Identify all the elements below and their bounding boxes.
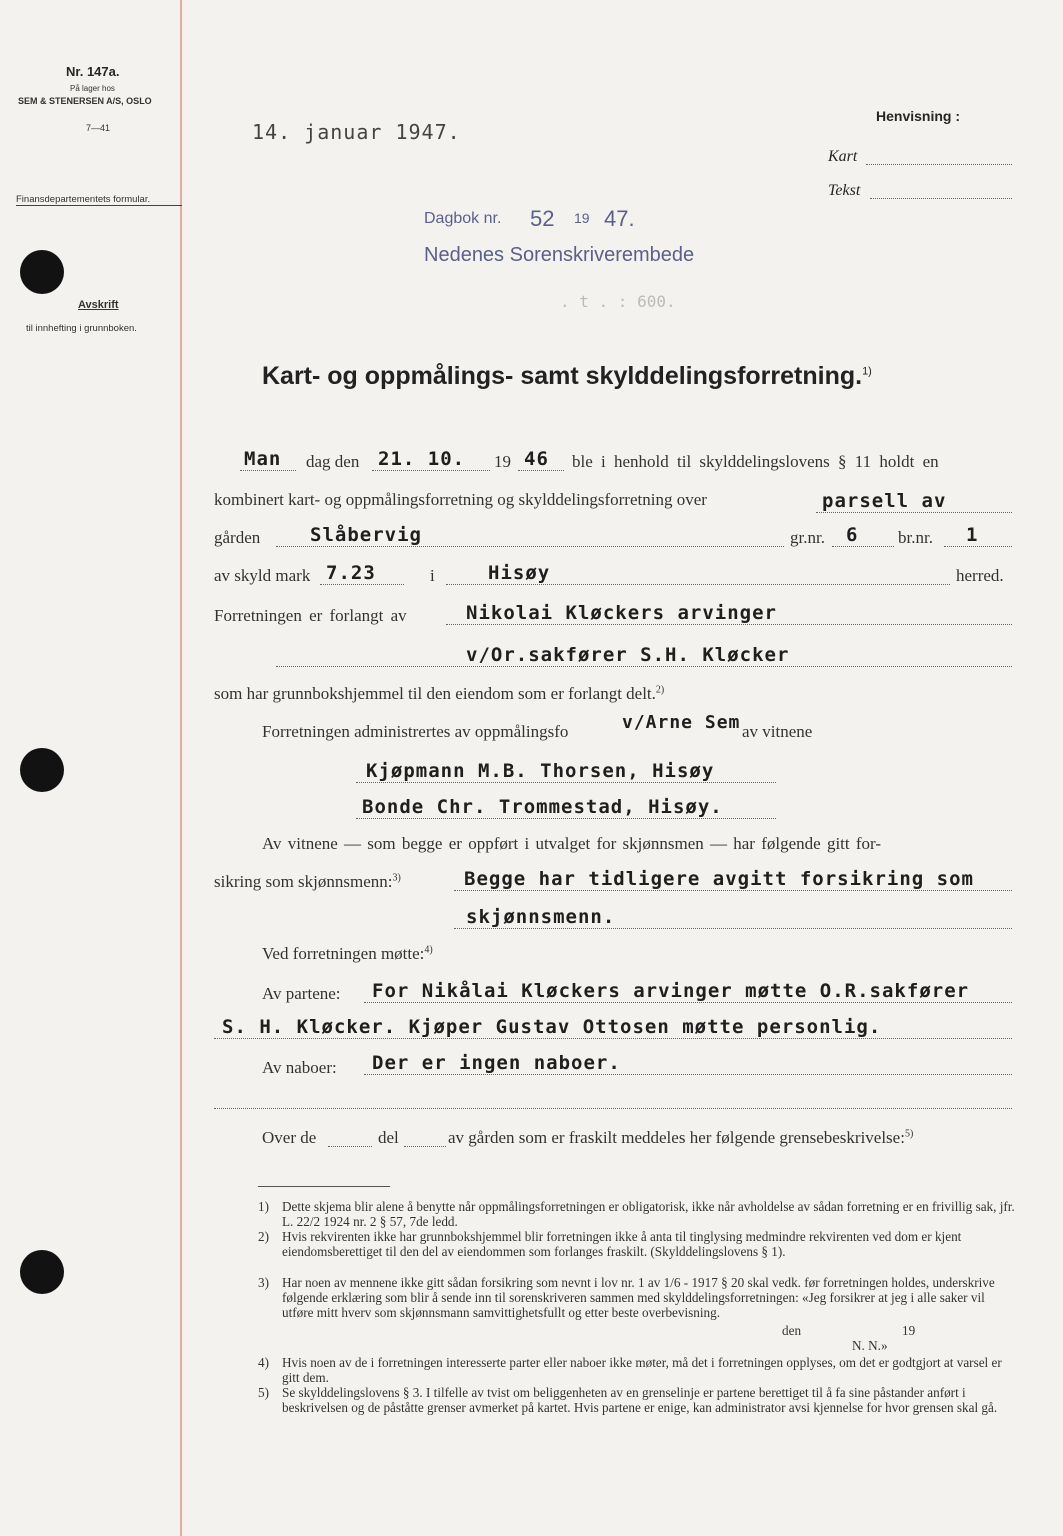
reference-map-label: Kart: [828, 148, 858, 165]
requested-by-fill: Nikolai Kløckers arvinger: [466, 602, 777, 624]
journal-label: Dagbok nr.: [424, 210, 502, 227]
body-line-2: kombinert kart- og oppmålingsforretning og skylddelingsforretning over: [214, 490, 707, 509]
assurance-footnote-ref: 3): [392, 872, 401, 884]
copy-title: Avskrift: [78, 299, 119, 311]
title-text: Kart- og oppmålings- samt skylddelingsforretning.: [262, 362, 863, 390]
requested-line-2: [276, 666, 1012, 667]
reference-map-line: [866, 164, 1012, 165]
form-edition: 7—41: [86, 123, 111, 133]
boundary-footnote-ref: 5): [904, 1128, 914, 1140]
footnote-text: Hvis noen av de i forretningen interesserte parter eller naboer ikke møter, må det i forretningen opplyses, om det er godtgjort at varsel er gitt dem.: [282, 1355, 1002, 1386]
del-line: [404, 1146, 446, 1147]
dag-den-label: dag den: [306, 452, 360, 471]
date-line: [372, 470, 490, 471]
year-fill: 46: [524, 448, 549, 470]
herred-label: herred.: [956, 566, 1004, 585]
over-de-line: [328, 1146, 372, 1147]
publisher-name: SEM & STENERSEN A/S, OSLO: [18, 96, 152, 106]
del-label: del: [378, 1128, 399, 1147]
footnote-3-year-prefix: 19: [902, 1323, 916, 1338]
farm-name-fill: Slåbervig: [310, 524, 422, 546]
assurance-text: sikring som skjønnsmenn:: [214, 872, 393, 891]
witness-1-line: [356, 782, 776, 783]
court-office-stamp: Nedenes Sorenskriverembede: [424, 244, 695, 266]
footnote-text: Hvis rekvirenten ikke har grunnbokshjemmel blir forretningen ikke å anta til tinglysing medmindre rekvirenten ved dom er kjent eiendomsberettiget til den del av eiendommen som forlanges fraskilt. (Skylddelingslovens § 1).: [282, 1229, 962, 1260]
footnote-text: Se skylddelingslovens § 3. I tilfelle av tvist om beliggenheten av en grenselinje er partene berettiget til å fa sine påstander anført i beskrivelsen og de påståtte grenser avmerket på kartet. Hvis partene er enige, kan administrator avsi kjennelse for hvor grensen skal gå.: [282, 1385, 998, 1416]
grunnbok-text: som har grunnbokshjemmel til den eiendom som er forlangt delt.: [214, 684, 656, 703]
weekday-fill: Man: [244, 448, 282, 470]
over-de-label: Over de: [262, 1128, 317, 1147]
assurance-line-1: [454, 890, 1012, 891]
parties-line-2: [214, 1038, 1012, 1039]
footnote-number: 3): [258, 1275, 269, 1290]
witnesses-text: Av vitnene — som begge er oppført i utvalget for skjønnsmen — har følgende gitt for-: [262, 834, 882, 853]
requested-label: Forretningen er forlangt av: [214, 606, 407, 625]
brnr-fill: 1: [966, 524, 979, 546]
neighbours-line: [364, 1074, 1012, 1075]
grunnbok-footnote-ref: 2): [655, 684, 665, 696]
year-line: [518, 470, 564, 471]
footnote-4: [258, 1355, 1018, 1385]
footnote-text: Dette skjema blir alene å benytte når oppmålingsforretningen er obligatorisk, ikke når avholdelse av sådan forretning er en frivillig sak, jfr. L. 22/2 1924 nr. 2 § 57, 7de ledd.: [282, 1199, 1015, 1230]
grnr-fill: 6: [846, 524, 859, 546]
document-date: 14. januar 1947.: [252, 120, 461, 144]
journal-year: 47.: [604, 206, 635, 231]
witness-1-fill: Kjøpmann M.B. Thorsen, Hisøy: [366, 760, 715, 782]
journal-year-prefix: 19: [574, 210, 590, 226]
brnr-label: br.nr.: [898, 528, 933, 547]
body-line-1: ble i henhold til skylddelingslovens § 11 holdt en: [572, 452, 939, 471]
form-number: Nr. 147a.: [66, 64, 120, 79]
margin-line: [180, 0, 182, 1536]
attendance-footnote-ref: 4): [424, 944, 433, 956]
publisher-line: På lager hos: [70, 84, 115, 93]
title-footnote-ref: 1): [862, 365, 872, 378]
neighbours-line-2: [214, 1108, 1012, 1109]
footnote-number: 5): [258, 1385, 269, 1400]
brnr-line: [944, 546, 1012, 547]
footnote-3: [258, 1275, 1018, 1321]
admin-label: Forretningen administrertes av oppmålingsfo: [262, 722, 569, 741]
reference-text-label: Tekst: [828, 182, 861, 199]
punch-hole: [20, 250, 64, 294]
footnote-rule: [258, 1186, 390, 1187]
admin-overtype-fill: v/Arne Sem: [622, 712, 741, 733]
reference-text-line: [870, 198, 1012, 199]
attendance-label: [262, 944, 433, 964]
skyld-line: [320, 584, 404, 585]
skyld-label: av skyld mark: [214, 566, 311, 585]
parcel-fill: parsell av: [822, 490, 947, 512]
grunnbok-line: [214, 684, 664, 704]
footnote-3-den: den: [782, 1323, 802, 1338]
attendance-text: Ved forretningen møtte:: [262, 944, 425, 963]
journal-number: 52: [530, 206, 555, 231]
year-prefix: 19: [494, 452, 511, 471]
punch-hole: [20, 748, 64, 792]
parties-fill-1: For Nikålai Kløckers arvinger møtte O.R.sakfører: [372, 980, 970, 1002]
witness-2-fill: Bonde Chr. Trommestad, Hisøy.: [362, 796, 723, 818]
footnote-text: Har noen av mennene ikke gitt sådan forsikring som nevnt i lov nr. 1 av 1/6 - 1917 § 20 skal vedk. før forretningen holdes, underskrive følgende erklæring som blir å sende inn til sorenskriveren sammen med skylddelingsforretningen: «Jeg forsikrer at jeg i alle saker vil utføre mitt hverv som skjønnsmann samvittighetsfullt og etter beste overbevisning.: [282, 1275, 995, 1321]
assurance-line-2: [454, 928, 1012, 929]
witness-2-line: [356, 818, 776, 819]
weekday-line: [240, 470, 296, 471]
requested-by-2-fill: v/Or.sakfører S.H. Kløcker: [466, 644, 790, 666]
assurance-fill-2: skjønnsmenn.: [466, 906, 616, 928]
neighbours-fill: Der er ingen naboer.: [372, 1052, 621, 1074]
footnote-3-signature: N. N.»: [852, 1338, 888, 1353]
municipality-fill: Hisøy: [488, 562, 551, 584]
date-fill: 21. 10.: [378, 448, 466, 470]
reference-label: Henvisning :: [876, 108, 961, 124]
footnote-1: [258, 1199, 1018, 1229]
grnr-line: [832, 546, 894, 547]
ministry-form-label: Finansdepartementets formular.: [16, 194, 182, 206]
boundary-desc-label: [448, 1128, 913, 1148]
footnote-number: 4): [258, 1355, 269, 1370]
page-title: [262, 362, 872, 391]
admin-rest: av vitnene: [742, 722, 813, 741]
requested-line: [446, 624, 1012, 625]
assurance-label: [214, 872, 401, 892]
faint-stamp: . t . : 600.: [560, 292, 676, 311]
footnote-2: [258, 1229, 1018, 1259]
footnote-number: 1): [258, 1199, 269, 1214]
parties-line-1: [364, 1002, 1012, 1003]
grnr-label: gr.nr.: [790, 528, 825, 547]
parties-label: Av partene:: [262, 984, 341, 1003]
farm-label: gården: [214, 528, 261, 547]
neighbours-label: Av naboer:: [262, 1058, 337, 1077]
copy-note: til innhefting i grunnboken.: [26, 323, 137, 334]
footnote-number: 2): [258, 1229, 269, 1244]
municipality-line: [446, 584, 950, 585]
boundary-desc-text: av gården som er fraskilt meddeles her følgende grensebeskrivelse:: [448, 1128, 905, 1147]
footnote-5: [258, 1385, 1018, 1415]
farm-line: [276, 546, 784, 547]
punch-hole: [20, 1250, 64, 1294]
i-label: i: [430, 566, 435, 585]
parcel-line: [816, 512, 1012, 513]
parties-fill-2: S. H. Kløcker. Kjøper Gustav Ottosen møtte personlig.: [222, 1016, 882, 1038]
assurance-fill-1: Begge har tidligere avgitt forsikring som: [464, 868, 974, 890]
skyld-fill: 7.23: [326, 562, 376, 584]
